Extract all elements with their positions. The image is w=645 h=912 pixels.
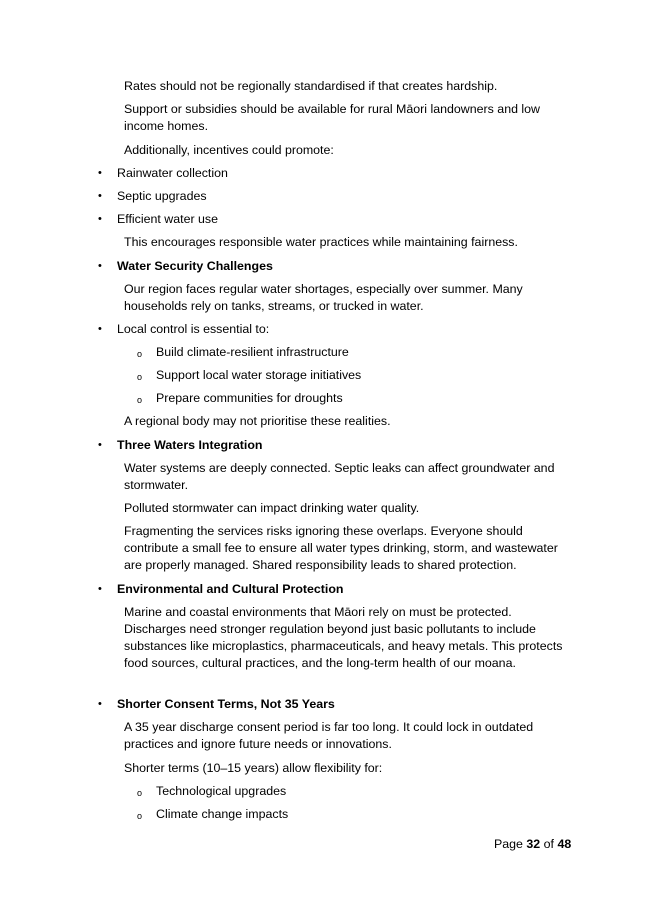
paragraph-responsible: This encourages responsible water practices while maintaining fairness. xyxy=(124,235,518,249)
heading-consent-terms: Shorter Consent Terms, Not 35 Years xyxy=(117,697,335,711)
sub-item-infrastructure: Build climate-resilient infrastructure xyxy=(156,345,349,359)
sub-bullet-icon: o xyxy=(137,788,143,798)
bullet-icon: • xyxy=(98,167,102,179)
paragraph-rates: Rates should not be regionally standardised if that creates hardship. xyxy=(124,79,498,93)
bullet-icon: • xyxy=(98,439,102,451)
bullet-icon: • xyxy=(98,260,102,272)
heading-environmental: Environmental and Cultural Protection xyxy=(117,582,344,596)
sub-bullet-icon: o xyxy=(137,395,143,405)
page-prefix: Page xyxy=(494,837,523,851)
heading-water-security: Water Security Challenges xyxy=(117,259,273,273)
bullet-icon: • xyxy=(98,583,102,595)
page-current: 32 xyxy=(526,837,541,851)
page-of: of xyxy=(543,837,554,851)
paragraph-fragmenting: Fragmenting the services risks ignoring these overlaps. Everyone should contribute a small fee to ensure all water types drinking, storm, and wastewater are properly managed. Shared responsibility leads to shared protection. xyxy=(124,524,558,572)
paragraph-marine: Marine and coastal environments that Māori rely on must be protected. Discharges need stronger regulation beyond just basic pollutants to include substances like microplastics, pharmaceuticals, and heavy metals. This protects food sources, cultural practices, and the long-term health of our moana. xyxy=(124,605,563,670)
list-item-rainwater: Rainwater collection xyxy=(117,166,228,180)
sub-bullet-icon: o xyxy=(137,811,143,821)
paragraph-shorter-terms: Shorter terms (10–15 years) allow flexibility for: xyxy=(124,761,383,775)
page-total: 48 xyxy=(557,837,572,851)
sub-item-storage: Support local water storage initiatives xyxy=(156,368,362,382)
paragraph-regional-body: A regional body may not prioritise these realities. xyxy=(124,414,391,428)
sub-item-droughts: Prepare communities for droughts xyxy=(156,391,343,405)
heading-three-waters: Three Waters Integration xyxy=(117,438,263,452)
list-item-local-control: Local control is essential to: xyxy=(117,322,270,336)
paragraph-35-year: A 35 year discharge consent period is far too long. It could lock in outdated practices and ignore future needs or innovations. xyxy=(124,720,534,751)
bullet-icon: • xyxy=(98,698,102,710)
paragraph-connected: Water systems are deeply connected. Septic leaks can affect groundwater and stormwater. xyxy=(124,461,555,492)
sub-bullet-icon: o xyxy=(137,349,143,359)
bullet-icon: • xyxy=(98,190,102,202)
sub-item-climate: Climate change impacts xyxy=(156,807,289,821)
paragraph-subsidies: Support or subsidies should be available for rural Māori landowners and low income homes. xyxy=(124,102,541,133)
sub-bullet-icon: o xyxy=(137,372,143,382)
bullet-icon: • xyxy=(98,213,102,225)
paragraph-stormwater: Polluted stormwater can impact drinking water quality. xyxy=(124,501,420,515)
sub-item-tech-upgrades: Technological upgrades xyxy=(156,784,287,798)
list-item-septic: Septic upgrades xyxy=(117,189,207,203)
page-number xyxy=(494,836,571,853)
list-item-efficient-use: Efficient water use xyxy=(117,212,219,226)
paragraph-incentives: Additionally, incentives could promote: xyxy=(124,143,334,157)
bullet-icon: • xyxy=(98,323,102,335)
paragraph-shortages: Our region faces regular water shortages, especially over summer. Many households rely on tanks, streams, or trucked in water. xyxy=(124,282,523,313)
